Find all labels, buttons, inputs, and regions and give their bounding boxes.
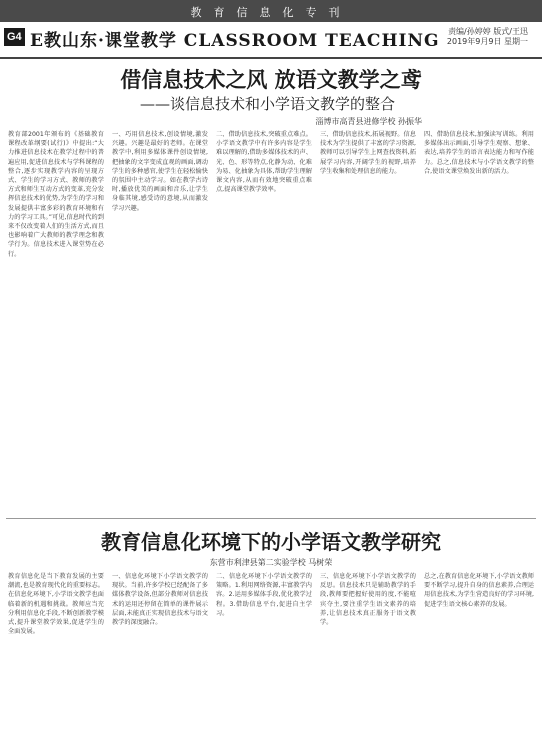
article1-column-4: 三、借助信息技术,拓展视野。信息技术为学生提供了丰富的学习资源,教师可以引导学生上网查找资料,拓展学习内容,开阔学生的视野,培养学生收集和处理信息的能力。 — [320, 131, 416, 175]
page-tag: G4 — [4, 28, 25, 46]
editors-line: 责编/孙婷婷 版式/王迅 — [448, 27, 528, 36]
article2-column-2: 一、信息化环境下小学语文教学的现状。当前,许多学校已经配备了多媒体教学设备,但部分教师对信息技术的运用还停留在简单的课件展示层面,未能真正实现信息技术与语文教学的深度融合。 — [112, 573, 208, 627]
article2-title: 教育信息化环境下的小学语文教学研究 — [101, 530, 441, 554]
editor-info — [447, 27, 528, 47]
article-divider — [6, 518, 536, 519]
banner-title: 教育信息化专刊 — [190, 6, 352, 19]
article1-column-1: 教育部2001年颁布的《基础教育课程改革纲要(试行)》中提出:“大力推进信息技术在教学过程中的普遍应用,促进信息技术与学科课程的整合,逐步实现教学内容的呈现方式、学生的学习方式、教师的教学方式和师生互动方式的变革,充分发挥信息技术的优势,为学生的学习和发展提供丰富多彩的教育环境和有力的学习工具。”可见,信息时代的到来不仅改变着人们的生活方式,而且也影响着广大教师的教学理念和教学行为。信息技术进入课堂势在必行。 — [8, 131, 104, 258]
article1-column-3: 二、借助信息技术,突破重点难点。小学语文教学中有许多内容是学生难以理解的,借助多媒体技术的声、光、色、形等特点,化静为动、化难为易、化抽象为具体,帮助学生理解课文内容,从而有效地突破重点难点,提高课堂教学效率。 — [216, 131, 312, 194]
article1-subtitle: ——谈信息技术和小学语文教学的整合 — [140, 95, 396, 113]
page-header — [0, 22, 542, 56]
article1-column-2: 一、巧用信息技术,创设情境,激发兴趣。兴趣是最好的老师。在课堂教学中,利用多媒体课件创设情境,把抽象的文字变成直观的画面,调动学生的多种感官,使学生在轻松愉快的氛围中主动学习。如在教学古诗时,播放优美的画面和音乐,让学生身临其境,感受诗的意境,从而激发学习兴趣。 — [112, 131, 208, 212]
date-line: 2019年9月9日 星期一 — [446, 37, 528, 46]
article2-column-5: 总之,在教育信息化环境下,小学语文教师要不断学习,提升自身的信息素养,合理运用信息技术,为学生营造良好的学习环境,促进学生语文核心素养的发展。 — [424, 573, 534, 608]
article1-column-5: 四、借助信息技术,加强读写训练。利用多媒体出示画面,引导学生观察、想象、表达,培养学生的语言表达能力和写作能力。总之,信息技术与小学语文教学的整合,使语文课堂焕发出新的活力。 — [424, 131, 534, 175]
article2-column-1: 教育信息化是当下教育发展的主要潮流,也是教育现代化的重要标志。在信息化环境下,小学语文教学也面临着新的机遇和挑战。教师应当充分利用信息化手段,不断创新教学模式,提升课堂教学效果,促进学生的全面发展。 — [8, 573, 104, 636]
article1-title: 借信息技术之风 放语文教学之鸢 — [120, 68, 422, 92]
header-rule — [0, 57, 542, 59]
article2-column-4: 三、信息化环境下小学语文教学的反思。信息技术只是辅助教学的手段,教师要把握好使用的度,不能喧宾夺主,要注重学生语文素养的培养,让信息技术真正服务于语文教学。 — [320, 573, 416, 627]
section-title: E教山东·课堂教学 CLASSROOM TEACHING — [30, 31, 440, 51]
article2-column-3: 二、信息化环境下小学语文教学的策略。1.利用网络资源,丰富教学内容。2.运用多媒体手段,优化教学过程。3.借助信息平台,促进自主学习。 — [216, 573, 312, 617]
top-banner — [0, 0, 542, 22]
article1-author: 淄博市高青县进修学校 孙振华 — [315, 117, 422, 126]
article2-author: 东营市利津县第二实验学校 马树荣 — [209, 558, 333, 567]
